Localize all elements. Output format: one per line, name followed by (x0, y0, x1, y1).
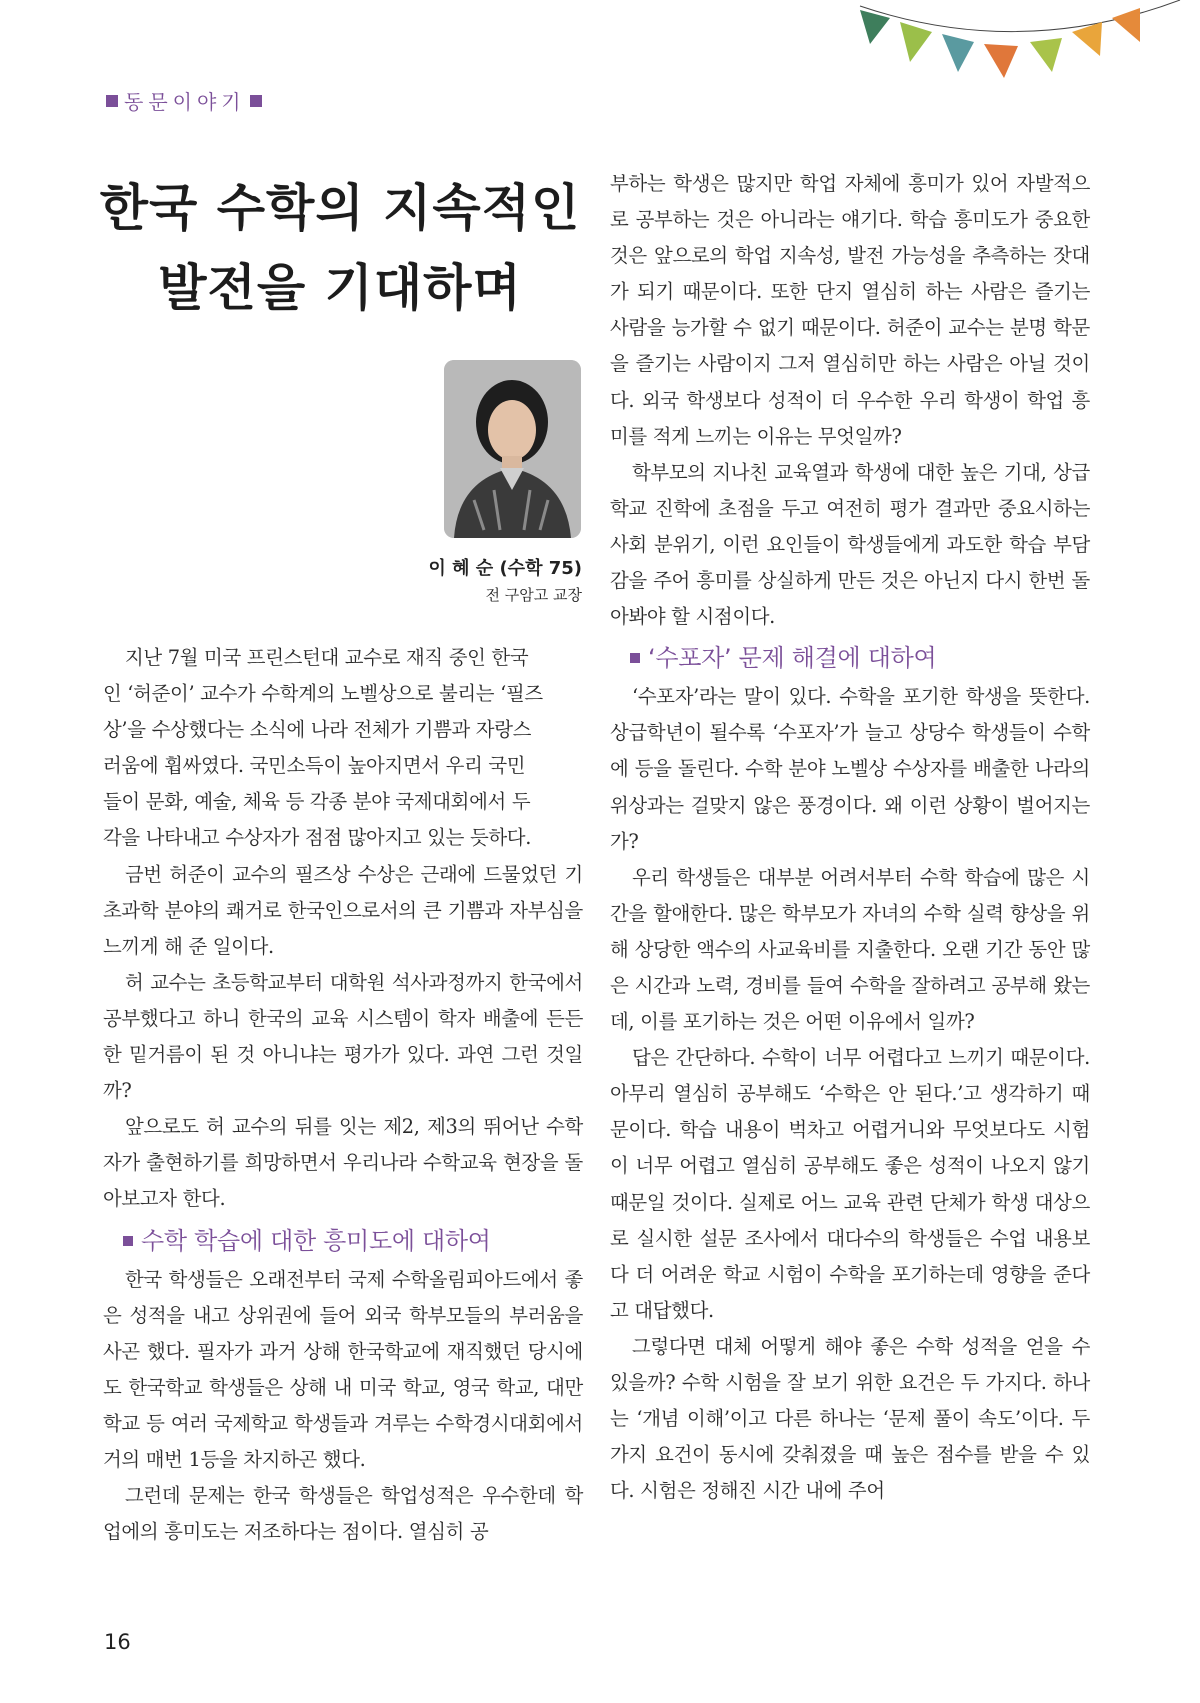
paragraph: 한국 학생들은 오래전부터 국제 수학올림피아드에서 좋은 성적을 내고 상위권에 들어 외국 학부모들의 부러움을 사곤 했다. 필자가 과거 상해 한국학교에 재직했던 당시에도 한국학교 학생들은 상해 내 미국 학교, 영국 학교, 대만 학교 등 여러 국제학교 학생들과 겨루는 수학경시대회에서 거의 매번 1등을 차지하곤 했다. (103, 1267, 583, 1471)
section-tag-label: 동문이야기 (124, 90, 246, 114)
square-bullet-icon (250, 95, 262, 107)
paragraph-line: 러움에 휩싸였다. 국민소득이 높아지면서 우리 국민 (103, 754, 526, 778)
section-tag (106, 86, 262, 115)
paragraph: 학부모의 지나친 교육열과 학생에 대한 높은 기대, 상급학교 진학에 초점을 두고 여전히 평가 결과만 중요시하는 사회 분위기, 이런 요인들이 학생들에게 과도한 학습 부담감을 주어 흥미를 상실하게 만든 것은 아닌지 다시 한번 돌아봐야 할 시점이다. (610, 460, 1090, 629)
author-class-year: (수학 75) (499, 558, 582, 579)
page-number: 16 (104, 1630, 131, 1654)
right-column (610, 166, 1090, 1509)
paragraph: 앞으로도 허 교수의 뒤를 잇는 제2, 제3의 뛰어난 수학자가 출현하기를 희망하면서 우리나라 수학교육 현장을 돌아보고자 한다. (103, 1115, 583, 1211)
section-heading (103, 1224, 583, 1258)
article-title (60, 168, 620, 328)
author-byline (380, 556, 582, 608)
paragraph: 금번 허준이 교수의 필즈상 수상은 근래에 드물었던 기초과학 분야의 쾌거로 한국인으로서의 큰 기쁨과 자부심을 느끼게 해 준 일이다. (103, 862, 583, 958)
author-position: 전 구암고 교장 (485, 586, 582, 604)
paragraph-line: 상’을 수상했다는 소식에 나라 전체가 기쁨과 자랑스 (103, 718, 532, 742)
square-bullet-icon (106, 95, 118, 107)
paragraph-line: 들이 문화, 예술, 체육 등 각종 분야 국제대회에서 두 (103, 790, 531, 814)
paragraph: 답은 간단하다. 수학이 너무 어렵다고 느끼기 때문이다. 아무리 열심히 공부해도 ‘수학은 안 된다.’고 생각하기 때문이다. 학습 내용이 벅차고 어렵거니와 무엇보다도 시험이 너무 어렵고 열심히 공부해도 좋은 성적이 나오지 않기 때문일 것이다. 실제로 어느 교육 관련 단체가 학생 대상으로 실시한 설문 조사에서 대다수의 학생들은 수업 내용보다 더 어려운 학교 시험이 수학을 포기하는데 영향을 준다고 대답했다. (610, 1046, 1090, 1322)
paragraph-line: 각을 나타내고 수상자가 점점 많아지고 있는 듯하다. (103, 826, 532, 850)
paragraph: 부하는 학생은 많지만 학업 자체에 흥미가 있어 자발적으로 공부하는 것은 아니라는 얘기다. 학습 흥미도가 중요한 것은 앞으로의 학업 지속성, 발전 가능성을 추측하는 잣대가 되기 때문이다. 또한 단지 열심히 하는 사람은 즐기는 사람을 능가할 수 없기 때문이다. 허준이 교수는 분명 학문을 즐기는 사람이지 그저 열심히만 하는 사람은 아닐 것이다. 외국 학생보다 성적이 더 우수한 우리 학생이 학업 흥미를 적게 느끼는 이유는 무엇일까? (610, 172, 1090, 448)
paragraph: 허 교수는 초등학교부터 대학원 석사과정까지 한국에서 공부했다고 하니 한국의 교육 시스템이 학자 배출에 든든한 밑거름이 된 것 아니냐는 평가가 있다. 과연 그런 것일까? (103, 970, 583, 1103)
paragraph: 그렇다면 대체 어떻게 해야 좋은 수학 성적을 얻을 수 있을까? 수학 시험을 잘 보기 위한 요건은 두 가지다. 하나는 ‘개념 이해’이고 다른 하나는 ‘문제 풀이 속도’이다. 두 가지 요건이 동시에 갖춰졌을 때 높은 점수를 받을 수 있다. 시험은 정해진 시간 내에 주어 (610, 1334, 1090, 1503)
author-name: 이 혜 순 (428, 558, 494, 579)
title-line-1: 한국 수학의 지속적인 (99, 178, 581, 237)
paragraph-line: 지난 7월 미국 프린스턴대 교수로 재직 중인 한국 (125, 646, 529, 669)
left-column (103, 640, 583, 1550)
paragraph: ‘수포자’라는 말이 있다. 수학을 포기한 학생을 뜻한다. 상급학년이 될수록 ‘수포자’가 늘고 상당수 학생들이 수학에 등을 돌린다. 수학 분야 노벨상 수상자를 배출한 나라의 위상과는 걸맞지 않은 풍경이다. 왜 이런 상황이 벌어지는가? (610, 685, 1090, 853)
author-photo (444, 360, 581, 538)
title-line-2: 발전을 기대하며 (158, 258, 522, 317)
section-heading-text: 수학 학습에 대한 흥미도에 대하여 (141, 1226, 491, 1255)
section-heading (610, 641, 1090, 675)
square-bullet-icon (123, 1236, 133, 1246)
paragraph: 우리 학생들은 대부분 어려서부터 수학 학습에 많은 시간을 할애한다. 많은 학부모가 자녀의 수학 실력 향상을 위해 상당한 액수의 사교육비를 지출한다. 오랜 기간 동안 많은 시간과 노력, 경비를 들여 수학을 잘하려고 공부해 왔는데, 이를 포기하는 것은 어떤 이유에서 일까? (610, 865, 1090, 1034)
section-heading-text: ‘수포자’ 문제 해결에 대하여 (648, 644, 937, 673)
bunting-decoration (840, 0, 1200, 100)
paragraph-line: 인 ‘허준이’ 교수가 수학계의 노벨상으로 불리는 ‘필즈 (103, 682, 543, 706)
square-bullet-icon (630, 653, 640, 663)
paragraph: 그런데 문제는 한국 학생들은 학업성적은 우수한데 학업에의 흥미도는 저조하다는 점이다. 열심히 공 (103, 1484, 583, 1544)
author-name-line (380, 556, 582, 582)
